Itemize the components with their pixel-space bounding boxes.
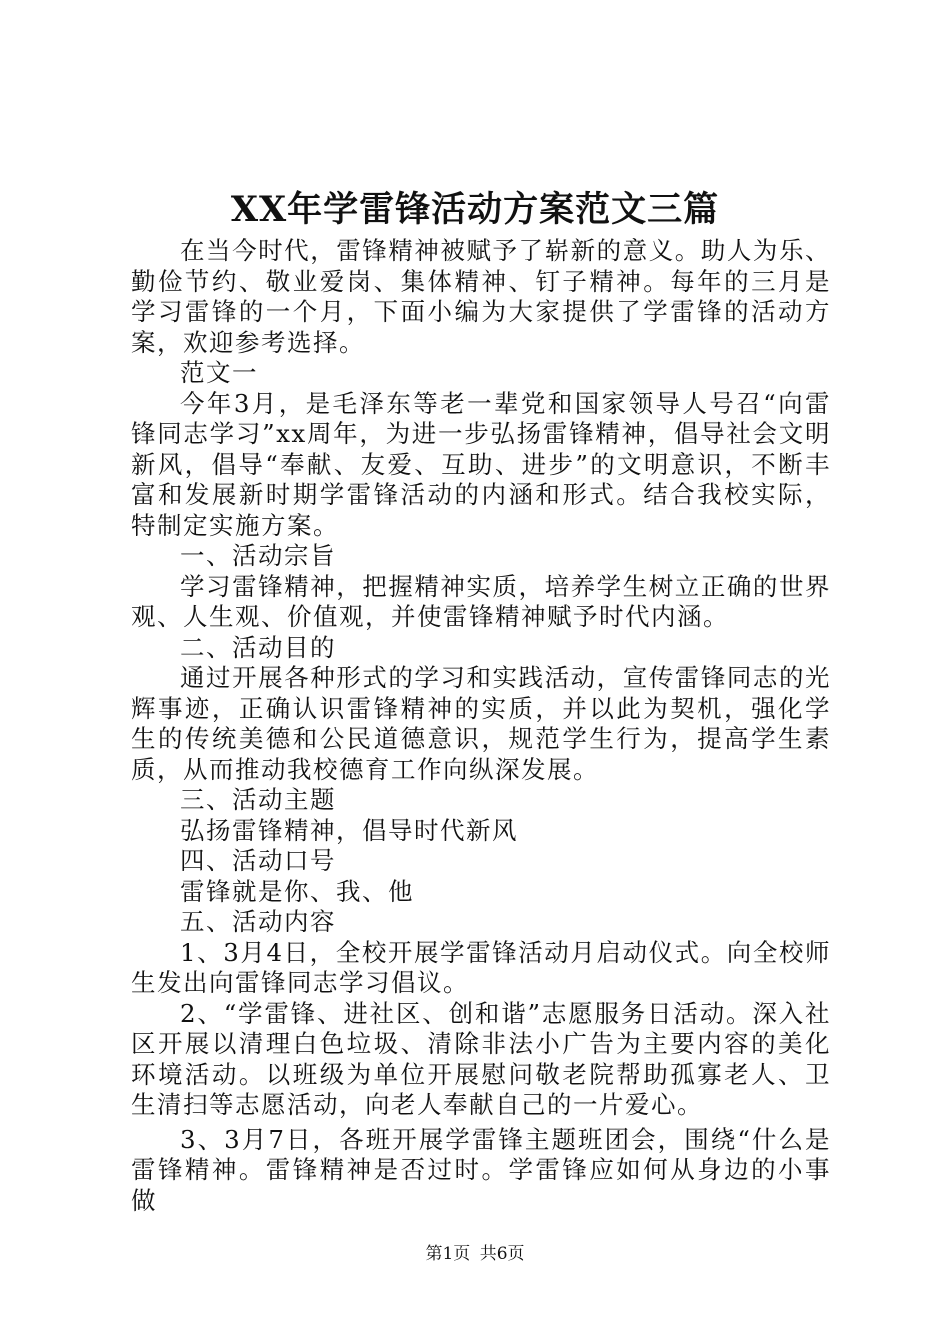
page-number: 第1页 [425, 1244, 471, 1264]
page-total: 共6页 [479, 1244, 525, 1264]
body-paragraph: 雷锋就是你、我、他 [180, 876, 414, 906]
list-item: 2、“学雷锋、进社区、创和谐”志愿服务日活动。深入社区开展以清理白色垃圾、清除非法小广告为主要内容的美化环境活动。以班级为单位开展慰问敬老院帮助孤寡老人、卫生清扫等志愿活动，向老人奉献自己的一片爱心。 [131, 998, 831, 1119]
section-heading-theme: 三、活动主题 [180, 785, 336, 814]
section-heading-content: 五、活动内容 [180, 907, 336, 936]
page-footer [0, 1243, 950, 1265]
intro-paragraph: 在当今时代，雷锋精神被赋予了崭新的意义。助人为乐、勤俭节约、敬业爱岗、集体精神、钉子精神。每年的三月是学习雷锋的一个月，下面小编为大家提供了学雷锋的活动方案，欢迎参考选择。 [131, 236, 831, 357]
section-heading-sample-one: 范文一 [180, 358, 258, 387]
body-paragraph: 学习雷锋精神，把握精神实质，培养学生树立正确的世界观、人生观、价值观，并使雷锋精神赋予时代内涵。 [131, 571, 831, 631]
section-heading-purpose: 一、活动宗旨 [180, 541, 336, 570]
document-title: XX年学雷锋活动方案范文三篇 [230, 189, 720, 230]
body-paragraph: 弘扬雷锋精神，倡导时代新风 [180, 815, 518, 845]
body-paragraph: 通过开展各种形式的学习和实践活动，宣传雷锋同志的光辉事迹，正确认识雷锋精神的实质，并以此为契机，强化学生的传统美德和公民道德意识，规范学生行为，提高学生素质，从而推动我校德育工作向纵深发展。 [131, 663, 831, 784]
body-paragraph: 今年3月，是毛泽东等老一辈党和国家领导人号召“向雷锋同志学习”xx周年，为进一步弘扬雷锋精神，倡导社会文明新风，倡导“奉献、友爱、互助、进步”的文明意识，不断丰富和发展新时期学雷锋活动的内涵和形式。结合我校实际，特制定实施方案。 [131, 388, 831, 540]
section-heading-slogan: 四、活动口号 [180, 846, 336, 875]
document-body [131, 236, 831, 1216]
list-item: 3、3月7日，各班开展学雷锋主题班团会，围绕“什么是雷锋精神。雷锋精神是否过时。学雷锋应如何从身边的小事做 [131, 1124, 831, 1215]
list-item: 1、3月4日，全校开展学雷锋活动月启动仪式。向全校师生发出向雷锋同志学习倡议。 [131, 937, 831, 997]
section-heading-goal: 二、活动目的 [180, 632, 336, 662]
